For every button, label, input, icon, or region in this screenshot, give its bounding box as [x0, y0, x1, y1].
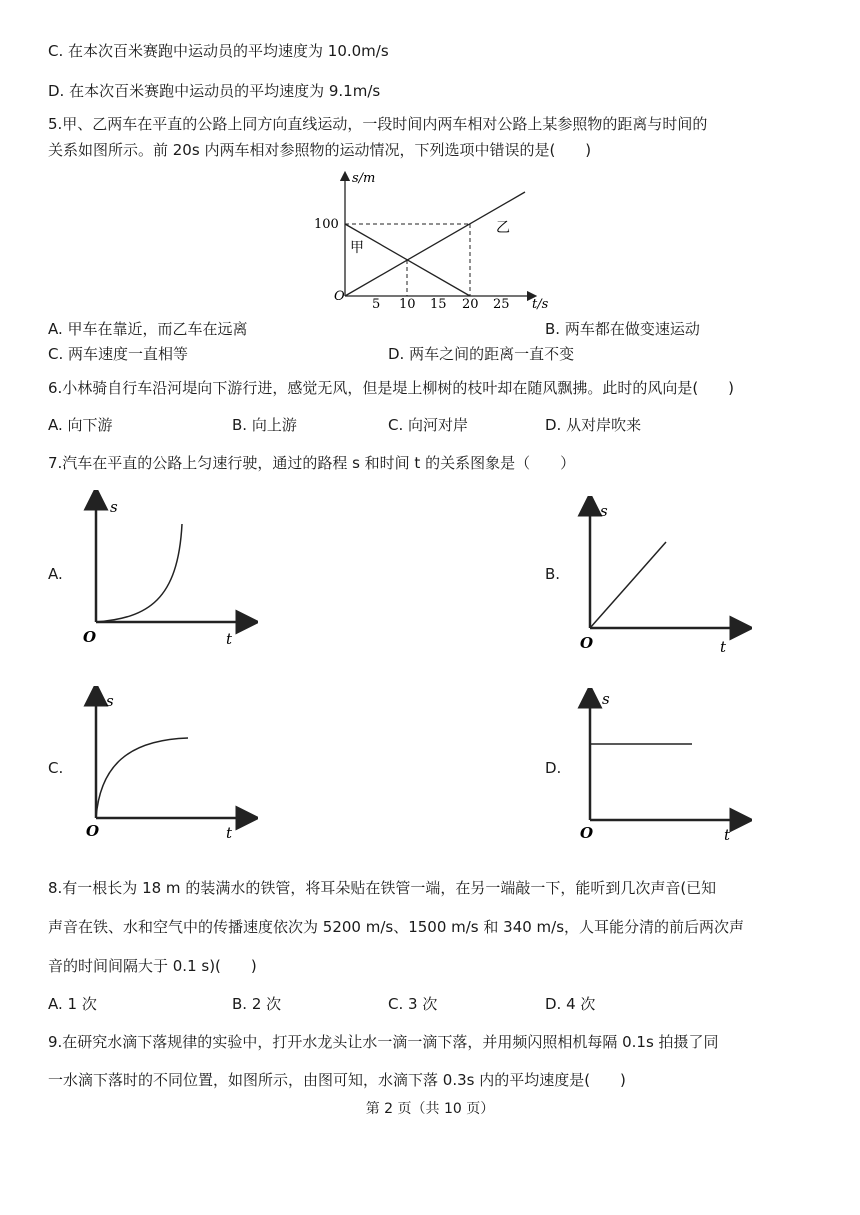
q7-graph-d — [572, 688, 752, 848]
q5-x-tick-10: 10 — [399, 297, 416, 312]
q7c-x-label: t — [226, 824, 233, 842]
q8-option-d: D. 4 次 — [545, 995, 596, 1013]
q7d-x-label: t — [724, 826, 731, 844]
q7-option-c-label: C. — [48, 759, 64, 777]
q7c-y-label: s — [106, 692, 114, 710]
page-footer: 第 2 页（共 10 页） — [365, 1101, 495, 1117]
q5-stem-line1: 5.甲、乙两车在平直的公路上同方向直线运动，一段时间内两车相对公路上某参照物的距离与时间的 — [48, 115, 708, 133]
q7a-origin: O — [83, 628, 97, 646]
q7a-y-label: s — [110, 498, 118, 516]
q4-option-d: D. 在本次百米赛跑中运动员的平均速度为 9.1m/s — [48, 82, 381, 100]
q7b-line — [590, 542, 666, 628]
q8-stem-line2: 声音在铁、水和空气中的传播速度依次为 5200 m/s、1500 m/s 和 340 m/s，人耳能分清的前后两次声 — [48, 918, 745, 936]
q9-stem-line2: 一水滴下落时的不同位置，如图所示，由图可知，水滴下落 0.3s 内的平均速度是( ) — [48, 1071, 626, 1089]
q7b-x-label: t — [720, 638, 727, 656]
q7d-y-label: s — [602, 690, 610, 708]
q7a-curve — [96, 524, 182, 622]
q4-option-c: C. 在本次百米赛跑中运动员的平均速度为 10.0m/s — [48, 42, 389, 60]
q7b-y-label: s — [600, 502, 608, 520]
q7-option-d-label: D. — [545, 759, 562, 777]
q8-stem-line3: 音的时间间隔大于 0.1 s)( ) — [48, 957, 257, 975]
q5-origin: O — [334, 289, 345, 304]
q7c-origin: O — [86, 822, 100, 840]
q8-stem-line1: 8.有一根长为 18 m 的装满水的铁管，将耳朵贴在铁管一端，在另一端敲一下，能听到几次声音(已知 — [48, 879, 717, 897]
q5-y-tick-100: 100 — [314, 217, 339, 232]
q5-x-tick-20: 20 — [462, 297, 479, 312]
q6-option-d: D. 从对岸吹来 — [545, 416, 642, 434]
q7-graph-b — [572, 496, 752, 656]
q5-stem-line2: 关系如图所示。前 20s 内两车相对参照物的运动情况，下列选项中错误的是( ) — [48, 141, 592, 159]
q5-distance-time-graph — [310, 168, 550, 313]
q7-graph-a — [78, 490, 258, 650]
q9-stem-line1: 9.在研究水滴下落规律的实验中，打开水龙头让水一滴一滴下落，并用频闪照相机每隔 0.1s 拍摄了同 — [48, 1033, 719, 1051]
q5-label-yi: 乙 — [496, 220, 510, 236]
q8-option-c: C. 3 次 — [388, 995, 438, 1013]
q7d-origin: O — [580, 824, 594, 842]
q7a-x-label: t — [226, 630, 233, 648]
q7-graph-c — [78, 686, 258, 846]
q8-option-b: B. 2 次 — [232, 995, 282, 1013]
q6-option-a: A. 向下游 — [48, 416, 113, 434]
q7b-origin: O — [580, 634, 594, 652]
q5-option-d: D. 两车之间的距离一直不变 — [388, 345, 575, 363]
q5-option-b: B. 两车都在做变速运动 — [545, 320, 700, 338]
q5-x-tick-15: 15 — [430, 297, 447, 312]
q7-stem: 7.汽车在平直的公路上匀速行驶，通过的路程 s 和时间 t 的关系图象是（ ） — [48, 454, 576, 472]
q6-stem: 6.小林骑自行车沿河堤向下游行进，感觉无风，但是堤上柳树的枝叶却在随风飘拂。此时的风向是( ) — [48, 379, 735, 397]
q5-option-c: C. 两车速度一直相等 — [48, 345, 189, 363]
q7c-curve — [96, 738, 188, 818]
q5-option-a: A. 甲车在靠近，而乙车在远离 — [48, 320, 248, 338]
q5-y-label: s/m — [352, 171, 376, 186]
q5-x-tick-5: 5 — [372, 297, 381, 312]
q5-x-tick-25: 25 — [493, 297, 510, 312]
q6-option-c: C. 向河对岸 — [388, 416, 469, 434]
q7-option-a-label: A. — [48, 565, 63, 583]
q5-x-label: t/s — [532, 297, 549, 312]
q7-option-b-label: B. — [545, 565, 561, 583]
q8-option-a: A. 1 次 — [48, 995, 97, 1013]
q5-line-yi — [345, 192, 525, 296]
q6-option-b: B. 向上游 — [232, 416, 297, 434]
q5-label-jia: 甲 — [350, 240, 364, 256]
